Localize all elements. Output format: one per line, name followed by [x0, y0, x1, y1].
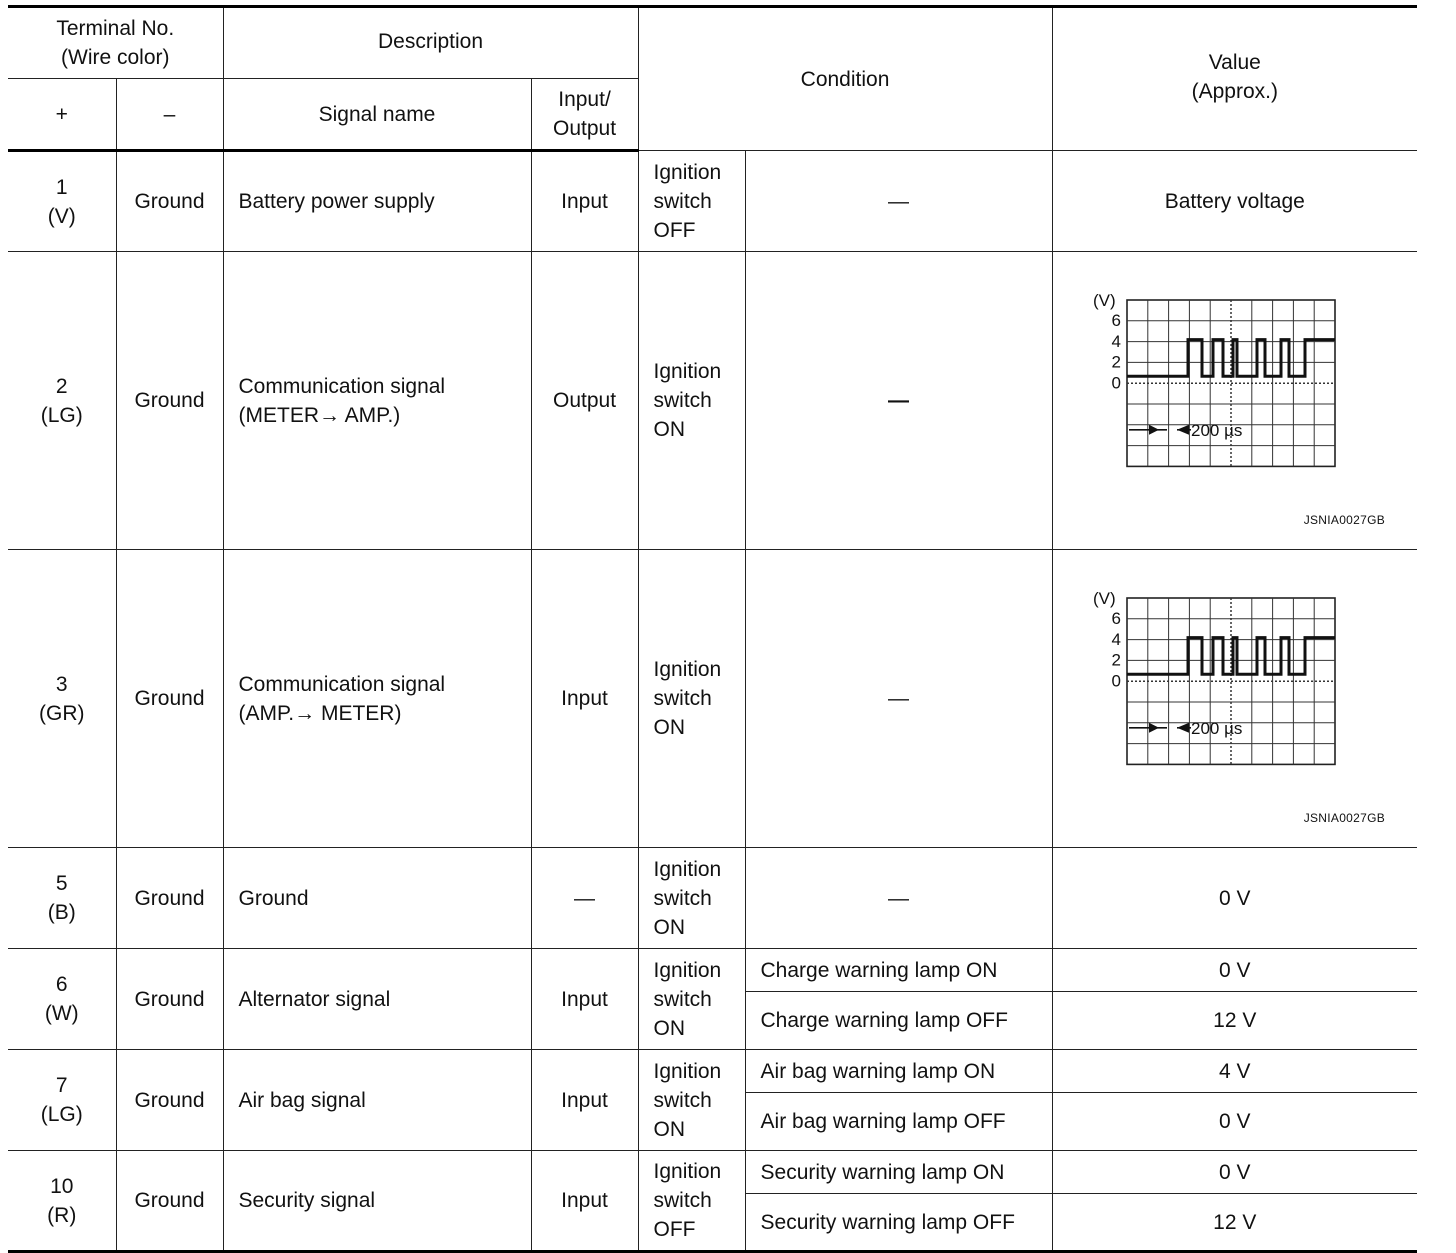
value-cell: 12 V	[1052, 992, 1417, 1050]
waveform-y-tick-label: 2	[1111, 352, 1121, 372]
value-cell: Battery voltage	[1052, 151, 1417, 252]
value-cell	[1052, 550, 1417, 848]
ignition-line: Ignition	[653, 360, 722, 383]
oscilloscope-waveform	[1085, 288, 1385, 488]
wire-color: (GR)	[39, 701, 85, 725]
terminal-cell	[8, 848, 116, 949]
table-row	[8, 151, 1417, 252]
ignition-line: ON	[653, 1117, 686, 1141]
time-scale-label: 200 µs	[1190, 420, 1243, 440]
header-io-line1: Input/	[558, 88, 611, 111]
ignition-cell	[638, 252, 745, 550]
signal-name-cell	[223, 1151, 531, 1252]
io-cell: —	[531, 848, 638, 949]
ignition-line: Ignition	[653, 1059, 722, 1083]
condition-cell: Air bag warning lamp ON	[745, 1050, 1052, 1093]
header-plus: +	[8, 79, 116, 151]
waveform-y-tick-label: 6	[1111, 311, 1121, 330]
time-scale-arrow-right	[1149, 425, 1159, 435]
table-row	[8, 949, 1417, 992]
ground-cell: Ground	[116, 550, 223, 848]
header-value-line1: Value	[1208, 51, 1261, 74]
condition-cell: Security warning lamp ON	[745, 1151, 1052, 1194]
value-cell: 12 V	[1052, 1194, 1417, 1252]
time-scale-arrow-right	[1149, 723, 1159, 733]
ground-cell: Ground	[116, 151, 223, 252]
waveform-figure	[1053, 586, 1418, 847]
terminal-cell	[8, 151, 116, 252]
ground-cell: Ground	[116, 848, 223, 949]
table-row	[8, 1151, 1417, 1194]
waveform-y-tick-label: 6	[1111, 609, 1121, 628]
condition-cell: —	[745, 252, 1052, 550]
ignition-line: switch	[653, 389, 712, 412]
terminal-cell	[8, 550, 116, 848]
io-cell: Input	[531, 949, 638, 1050]
ground-cell: Ground	[116, 949, 223, 1050]
ignition-line: switch	[653, 987, 712, 1011]
signal-name-cell	[223, 949, 531, 1050]
ignition-line: Ignition	[653, 658, 722, 681]
signal-name-cell	[223, 151, 531, 252]
io-cell: Input	[531, 550, 638, 848]
signal-name-cell	[223, 848, 531, 949]
ignition-line: Ignition	[653, 1160, 722, 1183]
value-cell: 4 V	[1052, 1050, 1417, 1093]
value-cell: 0 V	[1052, 1093, 1417, 1151]
terminal-cell	[8, 1151, 116, 1252]
ignition-line: switch	[653, 1088, 712, 1112]
terminal-number: 7	[55, 1074, 68, 1097]
terminal-cell	[8, 252, 116, 550]
terminal-number: 10	[50, 1174, 74, 1198]
ignition-cell	[638, 550, 745, 848]
signal-name-cell	[223, 252, 531, 550]
wire-color: (R)	[47, 1203, 77, 1227]
ignition-line: switch	[653, 189, 712, 213]
condition-cell: —	[745, 550, 1052, 848]
signal-name-line: Alternator signal	[238, 987, 391, 1011]
ignition-line: switch	[653, 687, 712, 710]
signal-name-line: (METER→ AMP.)	[238, 403, 401, 427]
figure-code: JSNIA0027GB	[1303, 513, 1386, 527]
io-cell: Output	[531, 252, 638, 550]
signal-name-line: Battery power supply	[238, 190, 435, 213]
terminal-cell	[8, 1050, 116, 1151]
value-cell: 0 V	[1052, 848, 1417, 949]
ground-cell: Ground	[116, 252, 223, 550]
ignition-line: ON	[653, 716, 686, 739]
oscilloscope-waveform	[1085, 586, 1385, 786]
ignition-line: OFF	[653, 1218, 696, 1241]
waveform-y-unit: (V)	[1092, 589, 1116, 608]
waveform-y-unit: (V)	[1092, 291, 1116, 310]
signal-name-line: Communication signal	[238, 672, 446, 696]
value-cell: 0 V	[1052, 949, 1417, 992]
signal-name-line: Ground	[238, 886, 309, 910]
header-description: Description	[223, 7, 638, 79]
figure-code: JSNIA0027GB	[1303, 811, 1386, 825]
ignition-line: switch	[653, 1189, 712, 1212]
terminal-number: 2	[55, 374, 68, 398]
condition-cell: —	[745, 151, 1052, 252]
table-row	[8, 550, 1417, 848]
terminal-spec-table	[8, 5, 1417, 1253]
ignition-line: ON	[653, 1016, 686, 1040]
header-input-output	[531, 79, 638, 151]
ignition-cell	[638, 949, 745, 1050]
io-cell: Input	[531, 151, 638, 252]
header-signal-name: Signal name	[223, 79, 531, 151]
header-terminal-no	[8, 7, 223, 79]
header-terminal-no-line2: (Wire color)	[61, 46, 170, 69]
header-value	[1052, 7, 1417, 151]
ignition-line: ON	[653, 915, 686, 939]
wire-color: (LG)	[40, 1103, 83, 1126]
ignition-line: Ignition	[653, 958, 722, 982]
waveform-y-tick-label: 0	[1111, 671, 1121, 691]
waveform-y-tick-label: 0	[1111, 373, 1121, 393]
signal-name-line: Air bag signal	[238, 1088, 366, 1112]
ignition-line: ON	[653, 418, 686, 441]
table-row	[8, 252, 1417, 550]
io-cell: Input	[531, 1151, 638, 1252]
waveform-y-tick-label: 2	[1111, 650, 1121, 670]
ignition-cell	[638, 1050, 745, 1151]
terminal-number: 5	[55, 872, 68, 895]
header-io-line2: Output	[552, 117, 617, 140]
condition-cell: —	[745, 848, 1052, 949]
signal-name-cell	[223, 1050, 531, 1151]
condition-cell: Air bag warning lamp OFF	[745, 1093, 1052, 1151]
wire-color: (B)	[47, 901, 76, 924]
time-scale-label: 200 µs	[1190, 718, 1243, 738]
ground-cell: Ground	[116, 1151, 223, 1252]
header-value-line2: (Approx.)	[1191, 80, 1278, 103]
ignition-line: Ignition	[653, 857, 722, 881]
value-cell	[1052, 252, 1417, 550]
signal-name-line: (AMP.→ METER)	[238, 701, 402, 725]
value-cell: 0 V	[1052, 1151, 1417, 1194]
header-minus: –	[116, 79, 223, 151]
wire-color: (V)	[47, 204, 76, 228]
header-terminal-no-line1: Terminal No.	[56, 17, 175, 40]
wire-color: (LG)	[40, 403, 83, 427]
table-row	[8, 848, 1417, 949]
signal-name-cell	[223, 550, 531, 848]
table-row	[8, 1050, 1417, 1093]
terminal-cell	[8, 949, 116, 1050]
ignition-line: Ignition	[653, 160, 722, 184]
condition-cell: Security warning lamp OFF	[745, 1194, 1052, 1252]
terminal-number: 6	[55, 973, 68, 996]
signal-name-line: Communication signal	[238, 374, 446, 398]
io-cell: Input	[531, 1050, 638, 1151]
terminal-number: 3	[55, 672, 68, 696]
ignition-cell	[638, 151, 745, 252]
ignition-cell	[638, 1151, 745, 1252]
ignition-cell	[638, 848, 745, 949]
wire-color: (W)	[44, 1002, 79, 1025]
waveform-figure	[1053, 288, 1418, 549]
header-condition: Condition	[638, 7, 1052, 151]
waveform-y-tick-label: 4	[1111, 629, 1121, 649]
ignition-line: OFF	[653, 218, 696, 242]
waveform-y-tick-label: 4	[1111, 331, 1121, 351]
terminal-number: 1	[55, 175, 68, 199]
ignition-line: switch	[653, 886, 712, 910]
signal-name-line: Security signal	[238, 1189, 376, 1212]
ground-cell: Ground	[116, 1050, 223, 1151]
condition-cell: Charge warning lamp ON	[745, 949, 1052, 992]
condition-cell: Charge warning lamp OFF	[745, 992, 1052, 1050]
